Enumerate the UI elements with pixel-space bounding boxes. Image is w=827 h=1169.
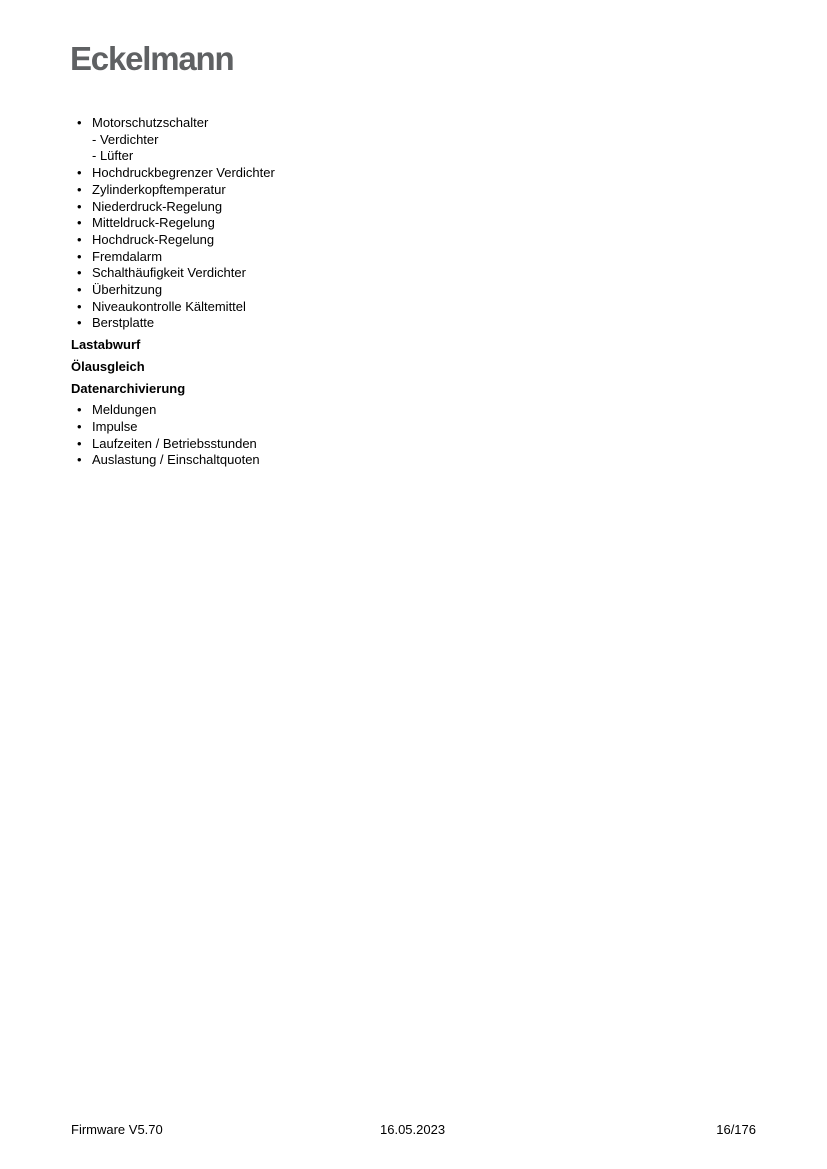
list-item: • Hochdruck-Regelung — [77, 232, 771, 249]
list-item: • Hochdruckbegrenzer Verdichter — [77, 165, 771, 182]
list-item: • Niederdruck-Regelung — [77, 199, 771, 216]
list-item: • Mitteldruck-Regelung — [77, 215, 771, 232]
list-item: • Zylinderkopftemperatur — [77, 182, 771, 199]
footer-page-number: 16/176 — [716, 1122, 756, 1137]
list-item: • Berstplatte — [77, 315, 771, 332]
heading-datenarchivierung: Datenarchivierung — [71, 381, 186, 397]
list-item: • Überhitzung — [77, 282, 771, 299]
document-body — [71, 115, 771, 469]
archive-list — [71, 402, 771, 469]
list-item-label: Motorschutzschalter — [92, 115, 209, 130]
list-item: • Schalthäufigkeit Verdichter — [77, 265, 771, 282]
footer-date: 16.05.2023 — [380, 1122, 446, 1137]
sub-item: - Lüfter — [92, 148, 134, 164]
sub-item: - Verdichter — [92, 131, 159, 147]
footer-firmware: Firmware V5.70 — [71, 1122, 163, 1137]
eckelmann-logo: Eckelmann — [70, 40, 234, 77]
list-item: • Meldungen — [77, 402, 771, 419]
heading-oelausgleich: Ölausgleich — [71, 359, 145, 375]
list-item: • Niveaukontrolle Kältemittel — [77, 299, 771, 316]
list-item: • Fremdalarm — [77, 249, 771, 266]
heading-lastabwurf: Lastabwurf — [71, 337, 141, 353]
list-item: • Laufzeiten / Betriebsstunden — [77, 436, 771, 453]
list-item: • Auslastung / Einschaltquoten — [77, 452, 771, 469]
list-item — [77, 115, 771, 165]
list-item: • Impulse — [77, 419, 771, 436]
alarm-list — [71, 115, 771, 332]
